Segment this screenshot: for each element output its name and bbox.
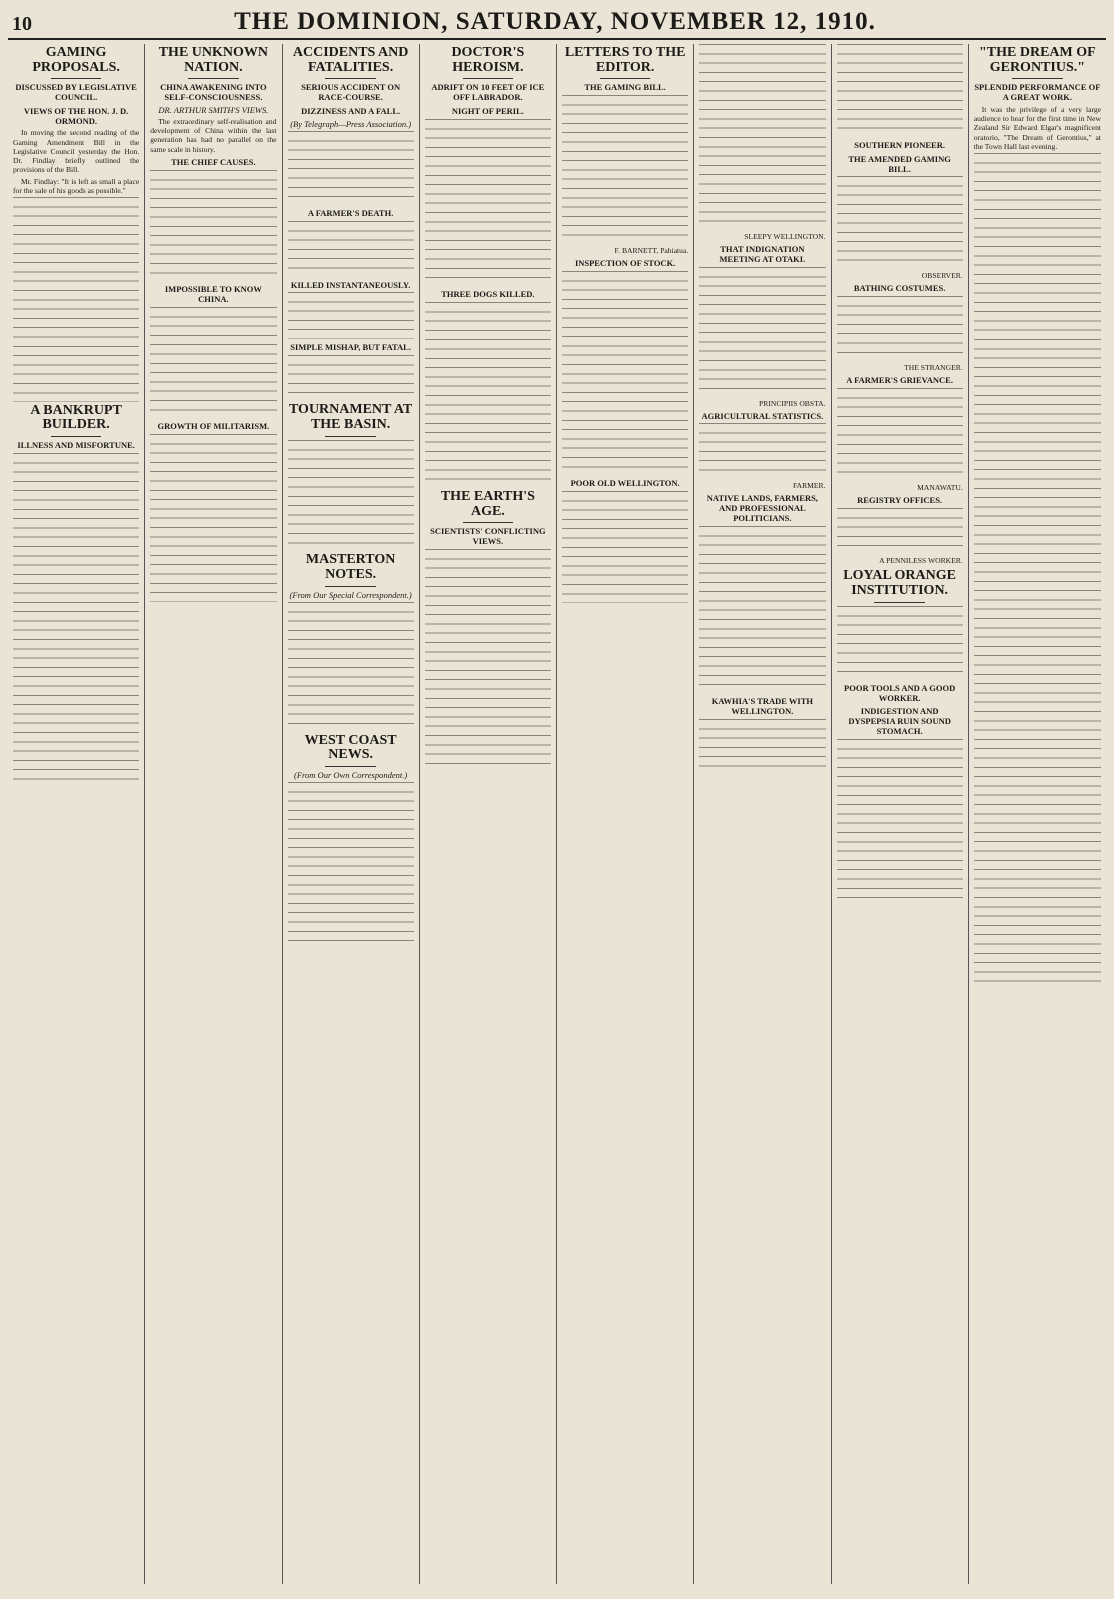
body-text-lines xyxy=(837,508,963,555)
article-headline: A BANKRUPT BUILDER. xyxy=(30,402,122,433)
body-text-lines xyxy=(288,355,414,402)
headline-rule xyxy=(325,436,376,437)
article-subheading: SOUTHERN PIONEER. xyxy=(854,140,945,150)
letter-signature: FARMER. xyxy=(792,481,826,491)
article-subheading: A FARMER'S GRIEVANCE. xyxy=(846,375,953,386)
newspaper-title: THE DOMINION, SATURDAY, NOVEMBER 12, 1910. xyxy=(234,8,876,35)
body-text-lines xyxy=(699,423,825,479)
headline-rule xyxy=(325,586,376,587)
article-subheading: BATHING COSTUMES. xyxy=(853,283,946,294)
article-headline: LOYAL ORANGE INSTITUTION. xyxy=(843,568,956,598)
article-subheading: KAWHIA'S TRADE WITH WELLINGTON. xyxy=(711,695,813,716)
newspaper-page xyxy=(8,6,1106,1586)
body-text-lines xyxy=(425,119,551,286)
article-subheading: NIGHT OF PERIL. xyxy=(451,105,524,116)
body-text-lines xyxy=(288,131,414,205)
column-4 xyxy=(420,44,557,1584)
body-text-lines xyxy=(288,602,414,732)
column-5 xyxy=(557,44,694,1584)
letter-signature: MANAWATU. xyxy=(917,482,963,492)
body-text-lines xyxy=(150,170,276,282)
body-text-lines xyxy=(425,549,551,772)
letter-signature: SLEEPY WELLINGTON. xyxy=(744,232,826,241)
letter-signature: PRINCIPIIS OBSTA. xyxy=(759,398,826,408)
article-subheading: THE GAMING BILL. xyxy=(584,82,666,93)
article-paragraph: The extraordinary self-realisation and development of China within the last generation has had no parallel on the same scale in history. xyxy=(150,116,277,154)
article-subheading: SPLENDID PERFORMANCE OF A GREAT WORK. xyxy=(974,82,1101,103)
column-6 xyxy=(694,44,831,1584)
body-text-lines xyxy=(13,453,139,788)
column-2 xyxy=(145,44,282,1584)
article-headline: GAMING PROPOSALS. xyxy=(32,45,120,75)
article-subheading: VIEWS OF THE HON. J. D. ORMOND. xyxy=(23,105,129,126)
headline-rule xyxy=(874,602,925,603)
body-text-lines xyxy=(562,95,688,244)
headline-rule xyxy=(325,766,376,767)
article-subheading: A FARMER'S DEATH. xyxy=(307,208,394,219)
article-subheading: KILLED INSTANTANEOUSLY. xyxy=(290,279,411,290)
column-1 xyxy=(8,44,145,1584)
article-subheading: INDIGESTION AND DYSPEPSIA RUIN SOUND STOMACH. xyxy=(848,706,951,737)
article-subheading: POOR TOOLS AND A GOOD WORKER. xyxy=(844,682,956,703)
article-byline: DR. ARTHUR SMITH'S VIEWS. xyxy=(158,104,269,115)
article-subheading: SIMPLE MISHAP, BUT FATAL. xyxy=(290,341,411,352)
column-7 xyxy=(832,44,969,1584)
body-text-lines xyxy=(837,606,963,680)
letter-signature: OBSERVER. xyxy=(921,271,963,281)
body-text-lines xyxy=(837,296,963,361)
article-subheading: ADRIFT ON 10 FEET OF ICE OFF LABRADOR. xyxy=(431,82,545,103)
article-headline: "THE DREAM OF GERONTIUS." xyxy=(979,45,1096,75)
article-subheading: REGISTRY OFFICES. xyxy=(857,494,943,505)
headline-rule xyxy=(463,78,514,79)
letter-signature: THE STRANGER. xyxy=(904,363,963,373)
article-headline: WEST COAST NEWS. xyxy=(304,732,397,763)
masthead xyxy=(8,6,1106,40)
headline-rule xyxy=(51,78,102,79)
article-subheading: POOR OLD WELLINGTON. xyxy=(570,478,680,489)
article-subheading: ILLNESS AND MISFORTUNE. xyxy=(17,440,135,451)
body-text-lines xyxy=(150,434,276,601)
body-text-lines xyxy=(699,267,825,397)
body-text-lines xyxy=(13,197,139,402)
article-subheading: DIZZINESS AND A FALL. xyxy=(301,105,401,116)
body-text-lines xyxy=(288,221,414,277)
article-subheading: THREE DOGS KILLED. xyxy=(441,289,535,300)
article-subheading: CHINA AWAKENING INTO SELF-CONSCIOUSNESS. xyxy=(160,82,267,103)
headline-rule xyxy=(188,78,239,79)
article-headline: ACCIDENTS AND FATALITIES. xyxy=(292,45,409,75)
article-byline: (By Telegraph—Press Association.) xyxy=(290,118,412,129)
body-text-lines xyxy=(974,153,1101,990)
article-paragraph: In moving the second reading of the Gaming Amendment Bill in the Legislative Council yesterday the Hon. Dr. Findlay briefly outlined the provisions of the Bill. xyxy=(13,128,140,175)
article-paragraph: Mr. Findlay: "It is left as small a place for the sale of his goods as possible." xyxy=(13,176,140,195)
article-headline: THE UNKNOWN NATION. xyxy=(158,45,269,75)
article-subheading: THAT INDIGNATION MEETING AT OTAKI. xyxy=(719,244,806,264)
body-text-lines xyxy=(837,739,963,906)
body-text-lines xyxy=(699,44,825,230)
body-text-lines xyxy=(837,388,963,481)
article-headline: DOCTOR'S HEROISM. xyxy=(451,45,525,75)
body-text-lines xyxy=(150,307,276,419)
headline-rule xyxy=(1012,78,1063,79)
article-paragraph: It was the privilege of a very large audience to hear for the first time in New Zealand Sir Edward Elgar's magnificent oratorio, "The Dream of Gerontius," at the Town Hall last evening. xyxy=(973,104,1101,151)
letter-signature: A PENNILESS WORKER. xyxy=(879,556,963,566)
headline-rule xyxy=(51,436,102,437)
body-text-lines xyxy=(562,271,688,476)
article-headline: TOURNAMENT AT THE BASIN. xyxy=(288,402,413,432)
body-text-lines xyxy=(425,302,551,488)
article-subheading: SERIOUS ACCIDENT ON RACE-COURSE. xyxy=(301,82,401,103)
article-headline: THE EARTH'S AGE. xyxy=(440,488,535,519)
body-text-lines xyxy=(562,491,688,603)
headline-rule xyxy=(600,78,651,79)
article-byline: (From Our Special Correspondent.) xyxy=(289,589,412,600)
article-subheading: SCIENTISTS' CONFLICTING VIEWS. xyxy=(430,526,546,546)
article-headline: MASTERTON NOTES. xyxy=(305,552,396,582)
page-number: 10 xyxy=(12,13,32,35)
article-subheading: NATIVE LANDS, FARMERS, AND PROFESSIONAL POLITICIANS. xyxy=(706,493,818,523)
article-subheading: GROWTH OF MILITARISM. xyxy=(157,421,270,432)
body-text-lines xyxy=(288,440,414,552)
column-8 xyxy=(969,44,1106,1584)
article-headline: LETTERS TO THE EDITOR. xyxy=(564,45,686,75)
body-text-lines xyxy=(288,292,414,339)
article-subheading: THE AMENDED GAMING BILL. xyxy=(848,153,951,174)
body-text-lines xyxy=(837,44,963,137)
body-text-lines xyxy=(699,719,825,775)
article-subheading: IMPOSSIBLE TO KNOW CHINA. xyxy=(164,284,262,305)
body-text-lines xyxy=(699,526,825,693)
headline-rule xyxy=(325,78,376,79)
article-subheading: AGRICULTURAL STATISTICS. xyxy=(701,410,824,421)
letter-signature: F. BARNETT, Pahiatua. xyxy=(614,245,689,255)
columns-container xyxy=(8,44,1106,1584)
article-subheading: INSPECTION OF STOCK. xyxy=(574,257,676,268)
headline-rule xyxy=(463,522,514,523)
article-subheading: DISCUSSED BY LEGISLATIVE COUNCIL. xyxy=(15,82,137,103)
body-text-lines xyxy=(288,782,414,949)
article-subheading: THE CHIEF CAUSES. xyxy=(171,156,256,167)
column-3 xyxy=(283,44,420,1584)
article-byline: (From Our Own Correspondent.) xyxy=(294,770,408,781)
body-text-lines xyxy=(837,176,963,269)
